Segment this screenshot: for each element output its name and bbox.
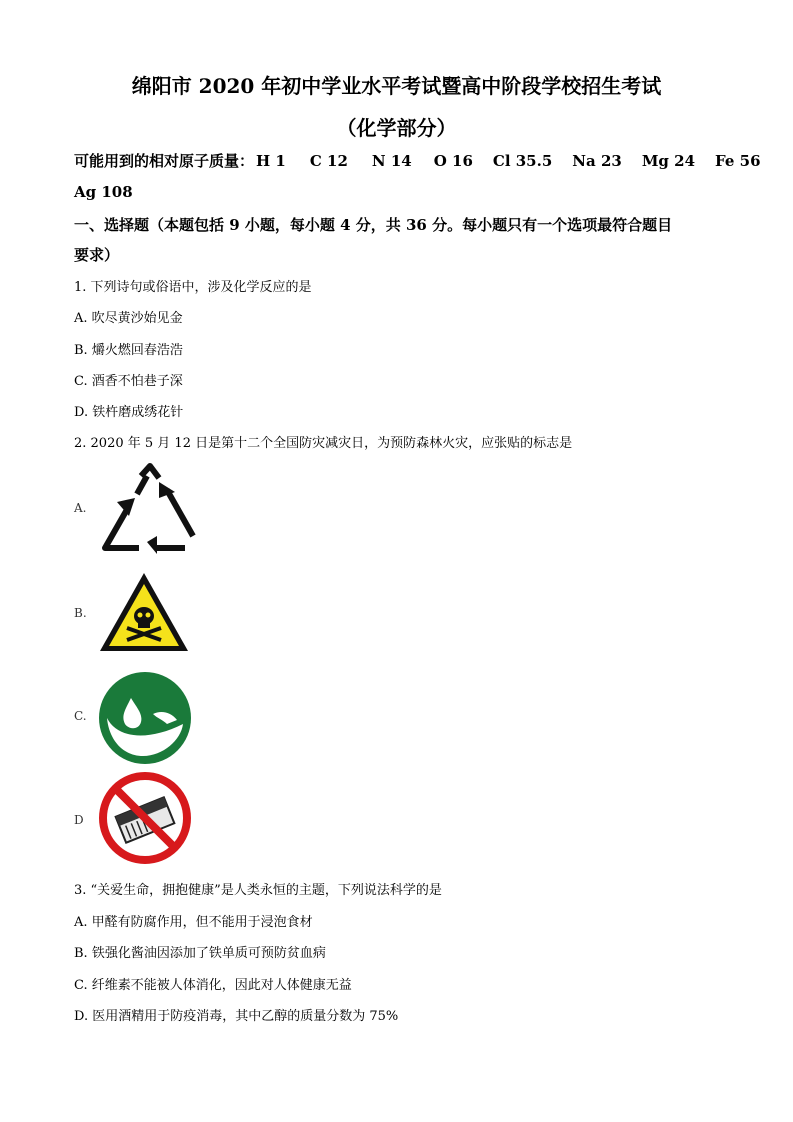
q3-option-d: D. 医用酒精用于防疫消毒，其中乙醇的质量分数为 75% [74, 1009, 399, 1024]
q1-option-c: C. 酒香不怕巷子深 [74, 374, 183, 389]
mass-n: N 14 [371, 152, 412, 170]
mass-ag: Ag 108 [74, 183, 133, 201]
recycle-icon [97, 462, 201, 558]
q2-option-d-label: D [74, 813, 84, 827]
q1-option-d: D. 铁杵磨成绣花针 [74, 405, 184, 420]
toxic-warning-icon [97, 570, 191, 658]
mass-c: C 12 [309, 152, 348, 170]
atomic-mass-label: 可能用到的相对原子质量： [74, 152, 255, 170]
q3-option-c: C. 纤维素不能被人体消化，因此对人体健康无益 [74, 978, 352, 993]
water-saving-icon [97, 670, 193, 770]
q1-option-a: A. 吹尽黄沙始见金 [74, 311, 183, 326]
q2-stem: 2. 2020 年 5 月 12 日是第十二个全国防灾减灾日，为预防森林火灾，应张贴的标志是 [74, 436, 573, 451]
q3-option-b: B. 铁强化酱油因添加了铁单质可预防贫血病 [74, 946, 326, 961]
mass-h: H 1 [256, 152, 286, 170]
q2-option-b-label: B. [74, 606, 87, 620]
mass-fe: Fe 56 [715, 152, 761, 170]
atomic-mass-line [74, 150, 761, 171]
section-heading: 一、选择题（本题包括 9 小题，每小题 4 分，共 36 分。每小题只有一个选项最符合题目 [74, 216, 673, 234]
q3-stem: 3. “关爱生命，拥抱健康”是人类永恒的主题，下列说法科学的是 [74, 883, 442, 898]
q2-option-a-label: A. [74, 501, 87, 515]
mass-na: Na 23 [572, 152, 622, 170]
mass-o: O 16 [433, 152, 473, 170]
q1-stem: 1. 下列诗句或俗语中，涉及化学反应的是 [74, 280, 312, 295]
mass-cl: Cl 35.5 [492, 152, 553, 170]
page-subtitle: （化学部分） [336, 116, 457, 140]
page-title: 绵阳市 2020 年初中学业水平考试暨高中阶段学校招生考试 [131, 74, 662, 98]
no-matches-icon [97, 770, 193, 870]
q2-option-c-label: C. [74, 709, 87, 723]
mass-mg: Mg 24 [641, 152, 696, 170]
section-heading-cont: 要求） [74, 246, 120, 264]
q1-option-b: B. 爝火燃回春浩浩 [74, 343, 183, 358]
q3-option-a: A. 甲醛有防腐作用，但不能用于浸泡食材 [74, 915, 313, 930]
